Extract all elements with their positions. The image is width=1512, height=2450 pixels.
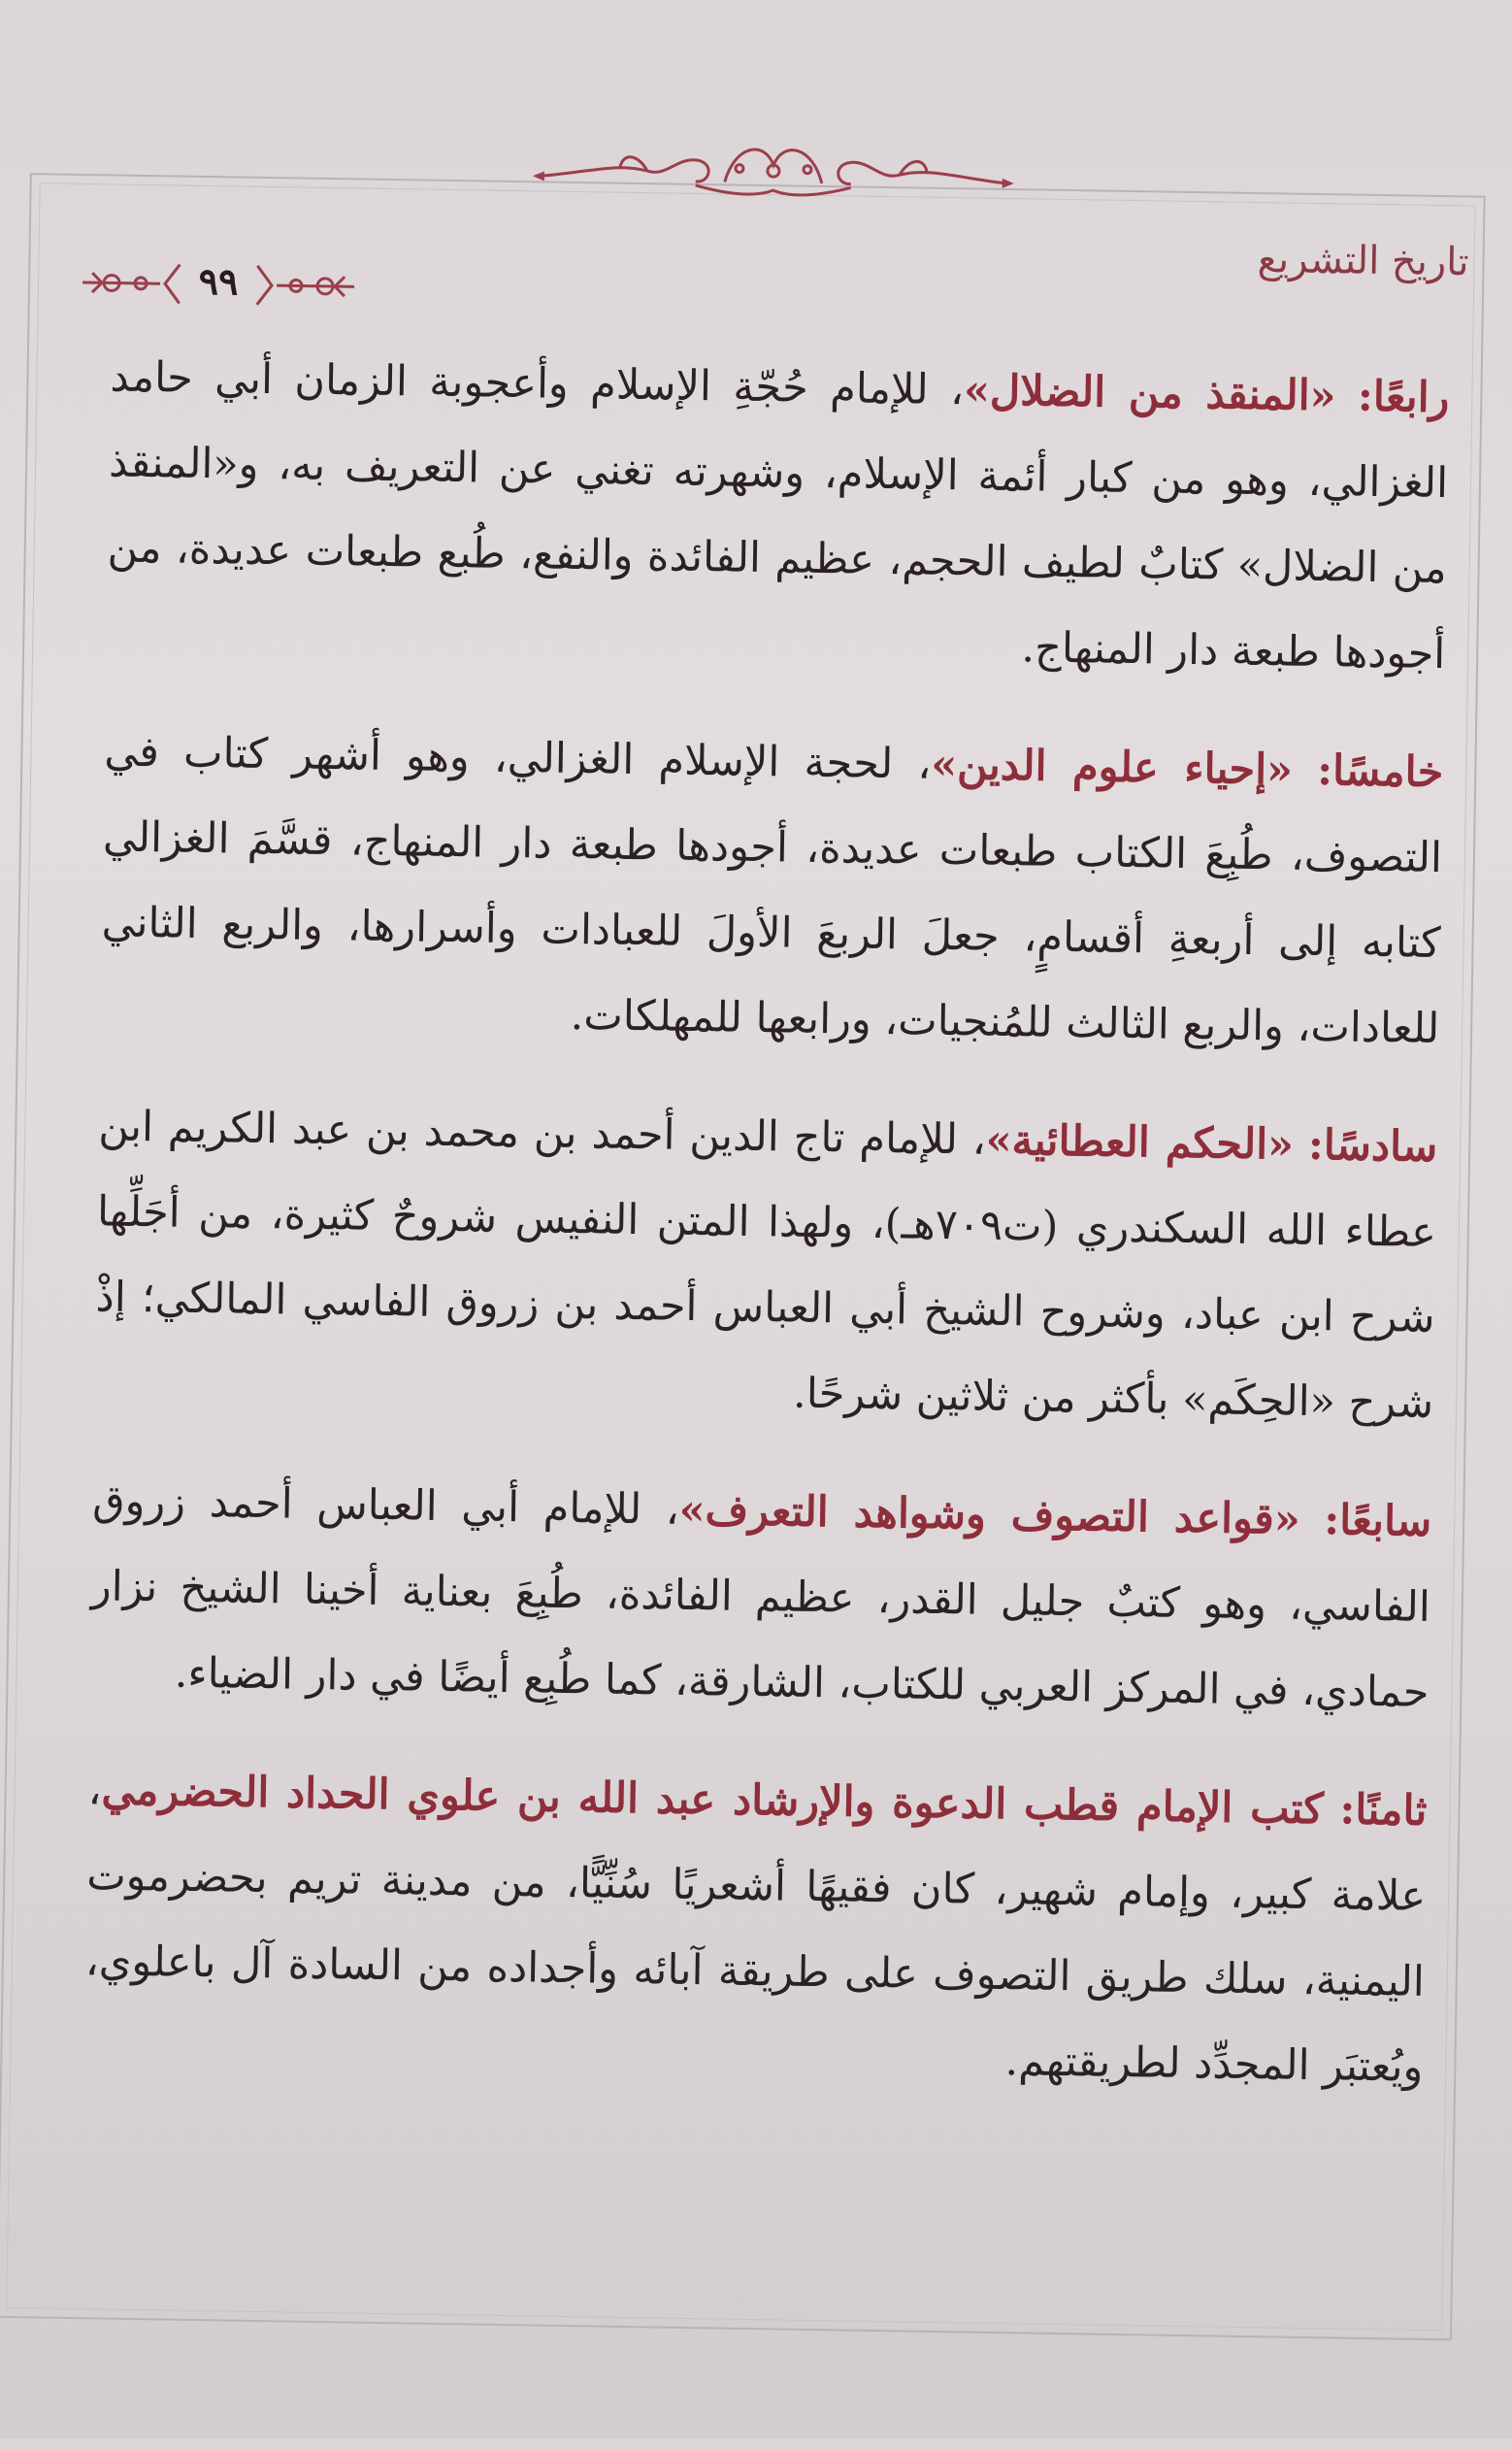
paragraph-8: [83, 1747, 1428, 2110]
paragraph-body: ، علامة كبير، وإمام شهير، كان فقيهًا أشعريًا سُنِّيًّا، من مدينة تريم بحضرموت اليمنية، سلك طريق التصوف على طريقة آبائه وأجداده من السادة آل باعلوي، ويُعتبَر المجدِّد لطريقتهم.: [84, 1766, 1427, 2092]
paragraph-body: ، للإمام حُجّةِ الإسلام وأعجوبة الزمان أبي حامد الغزالي، وهو من كبار أئمة الإسلام، وشهرته تغني عن التعريف به، و«المنقذ من الضلال» كتابٌ لطيف الحجم، عظيم الفائدة والنفع، طُبع طبعات عديدة، من أجودها طبعة دار المنهاج.: [107, 352, 1449, 679]
book-title: «إحياء علوم الدين»: [930, 740, 1294, 795]
book-title: «المنقذ من الضلال»: [963, 366, 1336, 421]
book-title: كتب الإمام قطب الدعوة والإرشاد عبد الله بن علوي الحداد الحضرمي: [101, 1766, 1325, 1835]
paragraph-5: [100, 709, 1444, 1072]
section-lead: ثامنًا:: [1339, 1785, 1428, 1836]
paragraph-7: [89, 1458, 1432, 1736]
section-lead: خامسًا:: [1316, 746, 1444, 798]
section-lead: سابعًا:: [1323, 1496, 1432, 1546]
paragraph-body: ، للإمام أبي العباس أحمد زروق الفاسي، وهو كتبٌ جليل القدر، عظيم الفائدة، طُبِعَ بعناية أخينا الشيخ نزار حمادي، في المركز العربي للكتاب، الشارقة، كما طُبِع أيضًا في دار الضياء.: [90, 1476, 1431, 1717]
page-number: ٩٩: [198, 258, 239, 304]
paragraph-body: ، للإمام تاج الدين أحمد بن محمد بن عبد الكريم ابن عطاء الله السكندري (ت٧٠٩هـ)، ولهذا المتن النفيس شروحٌ كثيرة، من أجَلِّها شرح ابن عباد، وشروح الشيخ أبي العباس أحمد بن زروق الفاسي المالكي؛ إذْ شرح «الحِكَم» بأكثر من ثلاثين شرحًا.: [95, 1102, 1437, 1428]
paragraph-6: [94, 1083, 1438, 1446]
top-ornament-icon: [530, 122, 1016, 217]
page-number-ornament: [73, 253, 365, 316]
paragraph-4: [106, 334, 1450, 697]
book-title: «الحكم العطائية»: [985, 1115, 1295, 1170]
main-text: [82, 334, 1450, 2142]
section-lead: سادسًا:: [1307, 1120, 1438, 1173]
book-title: «قواعد التصوف وشواهد التعرف»: [678, 1485, 1301, 1544]
running-title: تاريخ التشريع: [1257, 236, 1469, 285]
paragraph-body: ، لحجة الإسلام الغزالي، وهو أشهر كتاب في التصوف، طُبِعَ الكتاب طبعات عديدة، أجودها طبعة دار المنهاج، قسَّمَ الغزالي كتابه إلى أربعةِ أقسامٍ، جعلَ الربعَ الأولَ للعبادات وأسرارها، والربع الثاني للعادات، والربع الثالث للمُنجيات، ورابعها للمهلكات.: [101, 727, 1443, 1054]
section-lead: رابعًا:: [1357, 372, 1450, 423]
